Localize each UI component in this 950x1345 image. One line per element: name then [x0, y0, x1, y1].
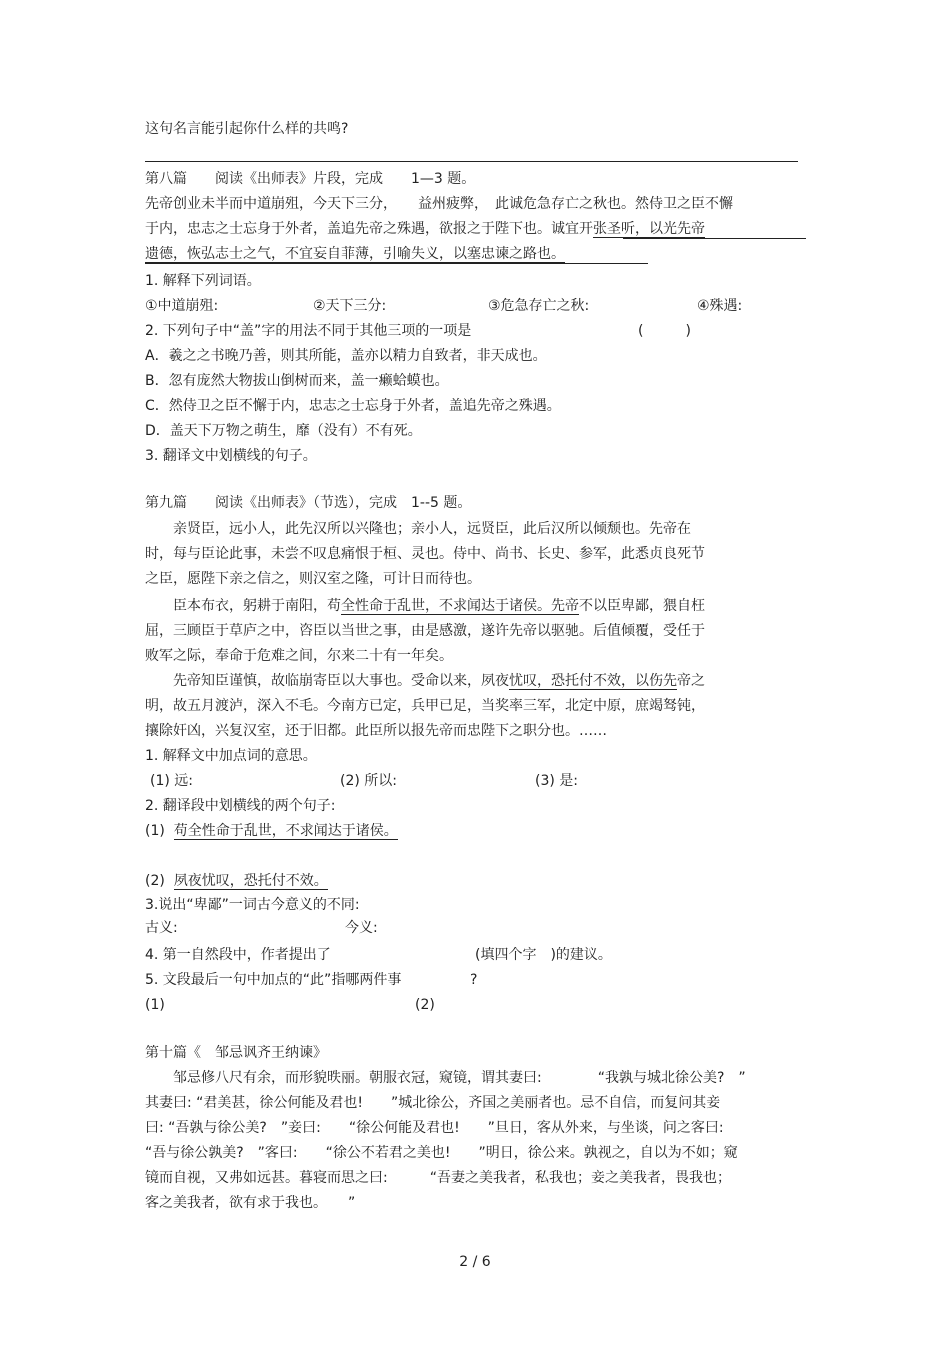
term-item: ④殊遇:	[697, 298, 743, 314]
passage-line	[145, 245, 565, 263]
question-3: 3.说出“卑鄙”一词古今意义的不同:	[145, 897, 360, 913]
question-5-mark: ?	[470, 972, 478, 988]
term-item: ②天下三分:	[313, 298, 387, 314]
passage-line: 亲贤臣，远小人，此先汉所以兴隆也；亲小人，远贤臣，此后汉所以倾颓也。先帝在	[145, 521, 691, 537]
word-item: (2) 所以:	[340, 773, 397, 789]
question-1: 1. 解释文中加点词的意思。	[145, 748, 317, 764]
option-d: D．盖天下万物之萌生，靡（没有）不有死。	[145, 423, 422, 439]
passage-line: 先帝创业未半而中道崩殂，今天下三分， 益州疲弊， 此诚危急存亡之秋也。然侍卫之臣不懈	[145, 196, 733, 212]
passage-text: 先帝知臣谨慎，故临崩寄臣以大事也。受命以来，夙夜	[145, 673, 509, 689]
option-a: A．羲之之书晚乃善，则其所能，盖亦以精力自致者，非天成也。	[145, 348, 547, 364]
translate-item-1	[145, 822, 398, 840]
passage-line	[145, 220, 705, 238]
option-c: C．然侍卫之臣不懈于内，忠志之士忘身于外者，盖追先帝之殊遇。	[145, 398, 561, 414]
underlined-sentence: 忧叹，恐托付不效，以伤先	[509, 673, 677, 689]
answer-paren: ( )	[638, 323, 691, 339]
section-9-heading: 第九篇 阅读《出师表》（节选），完成 1--5 题。	[145, 495, 472, 511]
passage-line: 时，每与臣论此事，未尝不叹息痛恨于桓、灵也。侍中、尚书、长史、参军，此悉贞良死节	[145, 546, 705, 562]
question-3: 3. 翻译文中划横线的句子。	[145, 448, 317, 464]
section-8-heading: 第八篇 阅读《出师表》片段，完成 1—3 题。	[145, 171, 476, 187]
passage-line: 攘除奸凶，兴复汉室，还于旧都。此臣所以报先帝而忠陛下之职分也。……	[145, 723, 607, 739]
old-meaning-label: 古义:	[145, 920, 178, 936]
passage-line: 客之美我者，欲有求于我也。 ”	[145, 1195, 356, 1211]
underlined-sentence: 遗德，恢弘志士之气，不宜妄自菲薄，引喻失义，以塞忠谏之路也。	[145, 246, 565, 262]
underline-extension	[623, 238, 806, 239]
question-2: 2. 翻译段中划横线的两个句子:	[145, 798, 336, 814]
passage-line: 其妻曰: “君美甚，徐公何能及君也! ”城北徐公，齐国之美丽者也。忌不自信，而复问其妾	[145, 1095, 721, 1111]
question-4-tail: (填四个字 )的建议。	[475, 947, 612, 963]
translate-item-2	[145, 872, 328, 890]
question-2: 2. 下列句子中“盖”字的用法不同于其他三项的一项是	[145, 323, 472, 339]
passage-line: “吾与徐公孰美? ”客曰: “徐公不若君之美也! ”明日，徐公来。孰视之，自以为不如；窥	[145, 1145, 738, 1161]
answer-item-2: (2)	[415, 997, 435, 1013]
answer-line	[145, 161, 798, 162]
question-5: 5. 文段最后一句中加点的“此”指哪两件事	[145, 972, 402, 988]
term-item: ①中道崩殂:	[145, 298, 219, 314]
word-item: (1) 远:	[150, 773, 193, 789]
passage-line: 邹忌修八尺有余，而形貌昳丽。朝服衣冠，窥镜，谓其妻曰: “我孰与城北徐公美? ”	[145, 1070, 746, 1086]
passage-line: 败军之际，奉命于危难之间，尔来二十有一年矣。	[145, 648, 453, 664]
passage-line: 之臣，愿陛下亲之信之，则汉室之隆，可计日而待也。	[145, 571, 481, 587]
passage-text: 不以臣卑鄙，猥自枉	[579, 598, 705, 614]
underline-extension	[145, 263, 648, 264]
item-number: (2)	[145, 873, 165, 889]
underlined-sentence: 张圣听，以光先帝	[593, 221, 705, 237]
underlined-sentence: 苟全性命于乱世，不求闻达于诸侯。	[173, 823, 398, 839]
passage-text: 于内，忠志之士忘身于外者，盖追先帝之殊遇，欲报之于陛下也。诚宜开	[145, 221, 593, 237]
underlined-sentence: 全性命于乱世，不求闻达于诸侯。先帝	[341, 598, 579, 614]
section-10-heading: 第十篇《 邹忌讽齐王纳谏》	[145, 1045, 327, 1061]
underlined-sentence: 夙夜忧叹，恐托付不效。	[173, 873, 328, 889]
passage-line: 明，故五月渡泸，深入不毛。今南方已定，兵甲已足，当奖率三军，北定中原，庶竭驽钝，	[145, 698, 705, 714]
item-number: (1)	[145, 823, 165, 839]
option-b: B．忽有庞然大物拔山倒树而来，盖一癞蛤蟆也。	[145, 373, 449, 389]
passage-text: 帝之	[677, 673, 705, 689]
word-item: (3) 是:	[535, 773, 578, 789]
question-1: 1. 解释下列词语。	[145, 273, 261, 289]
passage-line	[145, 672, 705, 690]
passage-line	[145, 597, 705, 615]
term-item: ③危急存亡之秋:	[488, 298, 590, 314]
passage-text: 臣本布衣，躬耕于南阳，苟	[145, 598, 341, 614]
passage-line: 镜而自视，又弗如远甚。暮寝而思之曰: “吾妻之美我者，私我也；妾之美我者，畏我也；	[145, 1170, 731, 1186]
new-meaning-label: 今义:	[345, 920, 378, 936]
question-4: 4. 第一自然段中，作者提出了	[145, 947, 331, 963]
page-number: 2 / 6	[459, 1254, 491, 1270]
answer-item-1: (1)	[145, 997, 165, 1013]
passage-line: 曰: “吾孰与徐公美? ”妾曰: “徐公何能及君也! ”旦日，客从外来，与坐谈，问之客曰:	[145, 1120, 724, 1136]
intro-question: 这句名言能引起你什么样的共鸣?	[145, 121, 349, 137]
passage-line: 屈，三顾臣于草庐之中，咨臣以当世之事，由是感激，遂许先帝以驱驰。后值倾覆，受任于	[145, 623, 705, 639]
